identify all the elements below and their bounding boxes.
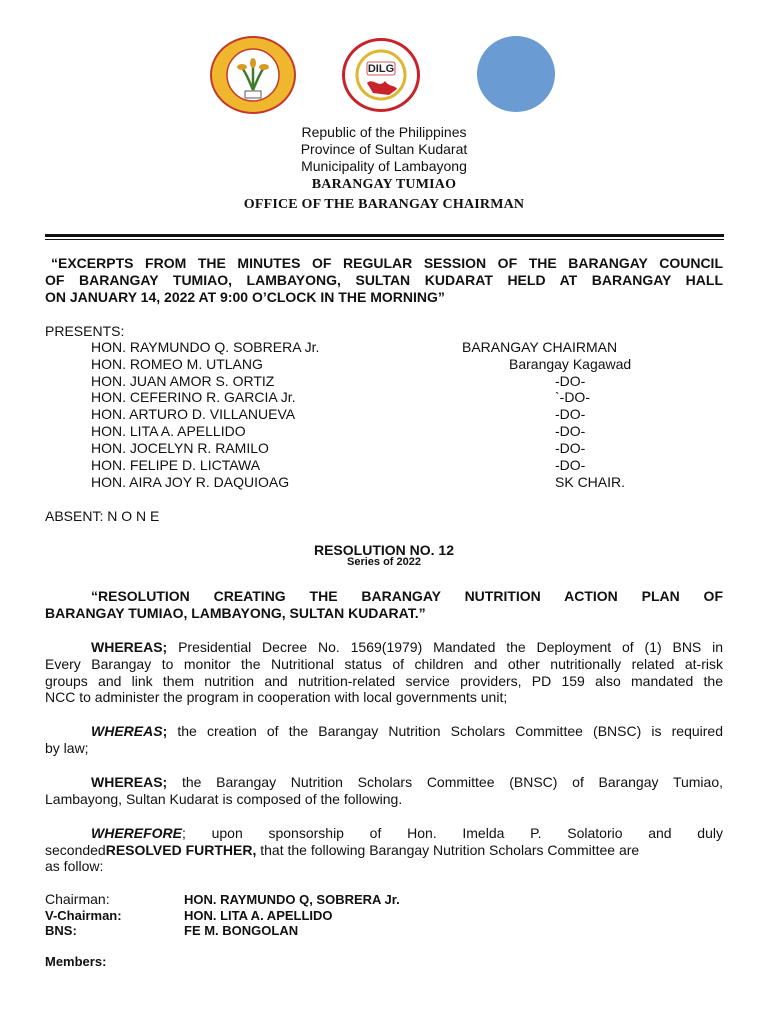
attendee-name: HON. CEFERINO R. GARCIA Jr.: [91, 389, 296, 405]
resolution-series: Series of 2022: [347, 556, 421, 568]
resolution-title-line-2: BARANGAY TUMIAO, LAMBAYONG, SULTAN KUDARAT.”: [45, 605, 426, 621]
dilg-seal: [342, 38, 420, 112]
resolution-title-line-1: “RESOLUTION CREATING THE BARANGAY NUTRITION ACTION PLAN OF: [91, 588, 723, 604]
header-republic: Republic of the Philippines: [301, 124, 467, 140]
attendee-position: -DO-: [555, 440, 586, 456]
attendee-position: `-DO-: [555, 389, 590, 405]
whereas-1-line-2: Every Barangay to monitor the Nutritional status of children and other nutritionally related at-risk: [45, 656, 723, 672]
committee-role: V-Chairman:: [45, 908, 122, 923]
committee-name: FE M. BONGOLAN: [184, 923, 299, 938]
members-label: Members:: [45, 954, 107, 969]
attendee-position: -DO-: [555, 423, 586, 439]
wherefore-seconded: seconded: [45, 842, 106, 858]
attendee-position: -DO-: [555, 457, 586, 473]
whereas-3-lead: WHEREAS;: [91, 774, 168, 790]
whereas-2-text: the creation of the Barangay Nutrition Scholars Committee (BNSC) is required: [167, 723, 723, 739]
header-divider-thin: [45, 239, 724, 240]
committee-role: Chairman:: [45, 891, 110, 907]
blank-seal: [477, 36, 555, 112]
attendee-name: HON. FELIPE D. LICTAWA: [91, 457, 261, 473]
attendee-name: HON. JUAN AMOR S. ORTIZ: [91, 373, 275, 389]
attendee-position: -DO-: [555, 406, 586, 422]
committee-name: HON. RAYMUNDO Q, SOBRERA Jr.: [184, 892, 400, 907]
whereas-3-line-1: [91, 774, 723, 791]
whereas-1-line-3: groups and link them nutrition and nutrition-related service providers, PD 159 also mandated the: [45, 673, 723, 689]
attendee-position: -DO-: [555, 373, 586, 389]
whereas-1-line-4: NCC to administer the program in cooperation with local governments unit;: [45, 689, 508, 705]
attendee-name: HON. RAYMUNDO Q. SOBRERA Jr.: [91, 339, 320, 355]
header-office: OFFICE OF THE BARANGAY CHAIRMAN: [243, 197, 525, 212]
wherefore-line-2-text: that the following Barangay Nutrition Scholars Committee are: [256, 842, 640, 858]
committee-name: HON. LITA A. APELLIDO: [184, 908, 333, 923]
wherefore-text: ; upon sponsorship of Hon. Imelda P. Solatorio and duly: [182, 825, 723, 841]
whereas-3-text: the Barangay Nutrition Scholars Committee (BNSC) of Barangay Tumiao,: [167, 774, 723, 790]
attendee-name: HON. ROMEO M. UTLANG: [91, 356, 263, 372]
attendee-name: HON. AIRA JOY R. DAQUIOAG: [91, 474, 290, 490]
committee-role: BNS:: [45, 923, 77, 938]
municipality-of-lambayong-seal: [210, 36, 296, 114]
wherefore-line-1: [91, 825, 723, 842]
whereas-2-line-1: [91, 723, 723, 740]
whereas-1-lead: WHEREAS;: [91, 639, 168, 655]
whereas-1-line-1: [91, 639, 723, 656]
excerpt-line-1: “EXCERPTS FROM THE MINUTES OF REGULAR SESSION OF THE BARANGAY COUNCIL: [51, 255, 723, 271]
whereas-1-text: Presidential Decree No. 1569(1979) Mandated the Deployment of (1) BNS in: [167, 639, 723, 655]
attendee-name: HON. LITA A. APELLIDO: [91, 423, 246, 439]
whereas-2-semicolon: ;: [162, 723, 168, 739]
whereas-2-line-2: by law;: [45, 740, 89, 756]
attendee-position: Barangay Kagawad: [509, 356, 632, 372]
excerpt-line-3: ON JANUARY 14, 2022 AT 9:00 O’CLOCK IN THE MORNING”: [45, 289, 445, 305]
header-municipality: Municipality of Lambayong: [301, 158, 467, 174]
wherefore-line-3: as follow:: [45, 858, 104, 874]
wherefore-line-2: [45, 842, 639, 859]
dilg-seal-graphic: [345, 41, 417, 109]
attendee-position: BARANGAY CHAIRMAN: [462, 339, 618, 355]
header-province: Province of Sultan Kudarat: [300, 141, 468, 157]
presents-label: PRESENTS:: [45, 323, 125, 339]
wherefore-lead: WHEREFORE: [91, 825, 182, 841]
header-divider-thick: [45, 234, 724, 237]
excerpt-line-2: OF BARANGAY TUMIAO, LAMBAYONG, SULTAN KUDARAT HELD AT BARANGAY HALL: [45, 272, 723, 288]
attendee-position: SK CHAIR.: [555, 474, 626, 490]
resolution-number: RESOLUTION NO. 12: [313, 542, 455, 558]
attendee-name: HON. JOCELYN R. RAMILO: [91, 440, 269, 456]
header-barangay: BARANGAY TUMIAO: [311, 177, 457, 192]
absent-line: ABSENT: N O N E: [45, 508, 160, 524]
whereas-3-line-2: Lambayong, Sultan Kudarat is composed of the following.: [45, 791, 403, 807]
wherefore-resolved-further: RESOLVED FURTHER,: [105, 842, 257, 858]
svg-text:DILG: DILG: [367, 63, 395, 75]
whereas-2-lead: WHEREAS: [91, 723, 163, 739]
attendee-name: HON. ARTURO D. VILLANUEVA: [91, 406, 296, 422]
lambayong-seal-graphic: [212, 38, 294, 112]
